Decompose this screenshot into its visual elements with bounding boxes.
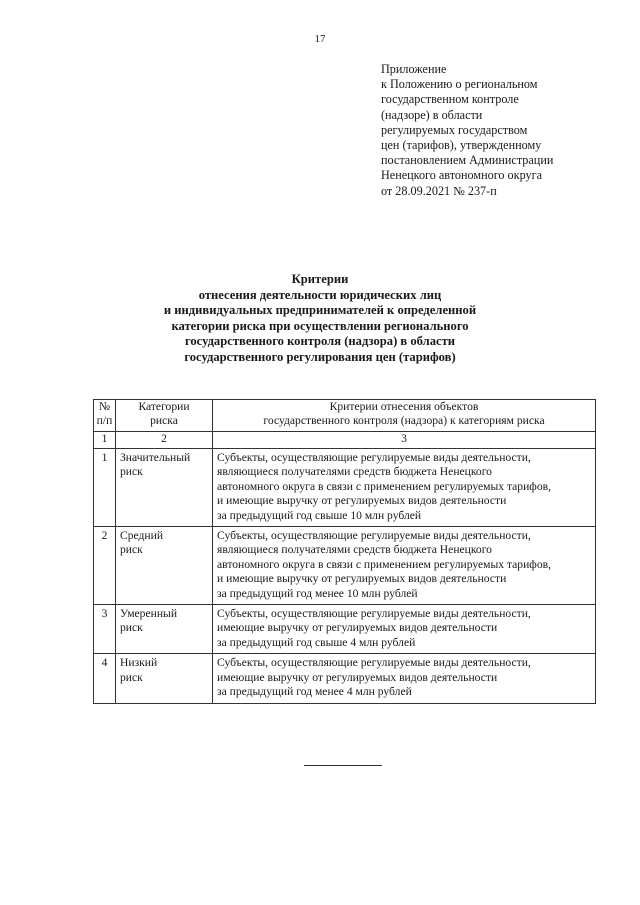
appendix-line: Ненецкого автономного округа	[381, 168, 543, 183]
appendix-note	[381, 62, 621, 199]
row-criteria: Субъекты, осуществляющие регулируемые виды деятельности, являющиеся получателями средств бюджета Ненецкого автономного округа в связи с применением регулируемых тарифов, и имеющие выручку от регулируемых видов деятельности за предыдущий год свыше 10 млн рублей	[213, 449, 596, 527]
table-row	[94, 654, 596, 703]
table-row	[94, 449, 596, 527]
appendix-line: постановлением Администрации	[381, 153, 554, 168]
column-number-row	[94, 432, 596, 449]
appendix-line: к Положению о региональном	[381, 77, 538, 92]
page-number: 17	[314, 33, 326, 45]
appendix-line: от 28.09.2021 № 237-п	[381, 183, 497, 198]
title-line: государственного контроля (надзора) в области	[184, 334, 456, 349]
row-category: Средний риск	[116, 527, 213, 605]
table-row	[94, 527, 596, 605]
end-of-document-rule	[304, 765, 382, 766]
title-line: государственного регулирования цен (тарифов)	[184, 349, 456, 364]
row-category: Значительный риск	[116, 449, 213, 527]
title-line: отнесения деятельности юридических лиц	[198, 287, 442, 302]
row-category: Умеренный риск	[116, 605, 213, 654]
table-row	[94, 605, 596, 654]
risk-criteria-table	[93, 399, 596, 704]
column-number: 1	[94, 432, 116, 449]
row-num: 3	[94, 605, 116, 654]
row-num: 2	[94, 527, 116, 605]
appendix-line: (надзоре) в области	[381, 107, 483, 122]
appendix-line: цен (тарифов), утвержденному	[381, 138, 542, 153]
row-criteria: Субъекты, осуществляющие регулируемые виды деятельности, являющиеся получателями средств бюджета Ненецкого автономного округа в связи с применением регулируемых тарифов, и имеющие выручку от регулируемых видов деятельности за предыдущий год менее 10 млн рублей	[213, 527, 596, 605]
header-criteria: Критерии отнесения объектов государственного контроля (надзора) к категориям риска	[213, 400, 596, 432]
row-num: 4	[94, 654, 116, 703]
row-category: Низкий риск	[116, 654, 213, 703]
table-header-row	[94, 400, 596, 432]
column-number: 2	[116, 432, 213, 449]
appendix-line: Приложение	[381, 62, 447, 76]
row-num: 1	[94, 449, 116, 527]
document-title	[110, 272, 530, 366]
column-number: 3	[213, 432, 596, 449]
title-line: категории риска при осуществлении регионального	[171, 318, 469, 333]
appendix-line: регулируемых государством	[381, 122, 528, 137]
row-criteria: Субъекты, осуществляющие регулируемые виды деятельности, имеющие выручку от регулируемых видов деятельности за предыдущий год свыше 4 млн рублей	[213, 605, 596, 654]
row-criteria: Субъекты, осуществляющие регулируемые виды деятельности, имеющие выручку от регулируемых видов деятельности за предыдущий год менее 4 млн рублей	[213, 654, 596, 703]
header-num: № п/п	[94, 400, 116, 432]
title-line: Критерии	[291, 272, 349, 286]
header-category: Категории риска	[116, 400, 213, 432]
appendix-line: государственном контроле	[381, 92, 519, 107]
title-line: и индивидуальных предпринимателей к определенной	[163, 303, 477, 318]
